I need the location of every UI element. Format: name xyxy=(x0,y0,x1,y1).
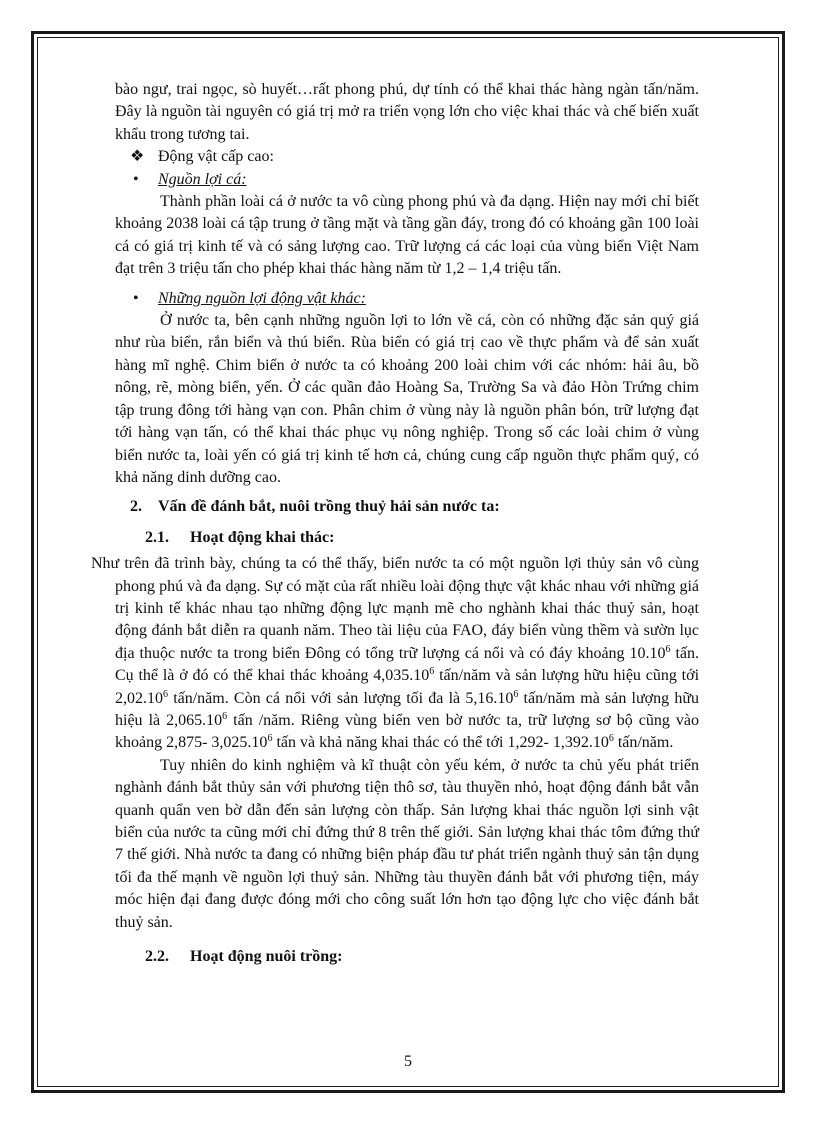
section-2-1-paragraph-2: Tuy nhiên do kinh nghiệm và kĩ thuật còn yếu kém, ở nước ta chủ yếu phát triển nghành đánh bắt thủy sản với phương tiện thô sơ, tàu thuyền nhỏ, hoạt động đánh bắt vẫn quanh quẩn ven bờ dẫn đến sản lượng còn thấp. Sản lượng khai thác nguồn lợi sinh vật biển của nước ta cũng mới chỉ đứng thứ 8 trên thế giới. Sản lượng khai thác tôm đứng thứ 7 thế giới. Nhà nước ta đang có những biện pháp đầu tư phát triển ngành thuỷ sản tận dụng tối đa thế mạnh về nguồn lợi thuỷ sản. Những tàu thuyền đánh bắt với phương tiện, máy móc hiện đại đang được đóng mới cho công suất lớn hơn tạo động lực cho việc đánh bắt thuỷ sản. xyxy=(115,756,699,931)
intro-paragraph: bào ngư, trai ngọc, sò huyết…rất phong phú, dự tính có thể khai thác hàng ngàn tấn/năm. Đây là nguồn tài nguyên có giá trị mở ra triển vọng lớn cho việc khai thác và chế biến xuất khẩu trong tương tai. xyxy=(115,81,699,143)
other-animals-paragraph: Ở nước ta, bên cạnh những nguồn lợi to lớn về cá, còn có những đặc sản quý giá như rùa biển, rắn biển và thú biển. Rùa biển có giá trị cao về thực phẩm và để sản xuất hàng mĩ nghệ. Chim biển ở nước ta có khoảng 200 loài chim với các nhóm: hải âu, bồ nông, rẽ, mòng biển, yến. Ở các quần đảo Hoàng Sa, Trường Sa và đảo Hòn Trứng chim tập trung đông tới hàng vạn con. Phân chim ở vùng này là nguồn phân bón, trữ lượng đạt tới hàng vạn tấn, có thể khai thác phục vụ nông nghiệp. Trong số các loài chim ở vùng biển nước ta, loài yến có giá trị kinh tế hơn cả, chúng cung cấp nguồn thực phẩm quý, có khả năng dinh dưỡng cao. xyxy=(115,312,699,486)
section-2-2-title: Hoạt động nuôi trồng: xyxy=(190,948,343,966)
bullet-dot-icon: • xyxy=(133,170,139,188)
section-2-number: 2. xyxy=(130,498,142,516)
animals-heading xyxy=(115,146,699,168)
section-2-title: Vấn đề đánh bắt, nuôi trồng thuỷ hải sản nước ta: xyxy=(158,498,500,516)
diamond-bullet-icon: ❖ xyxy=(130,148,145,166)
document-body xyxy=(91,79,700,972)
section-2-1-paragraph-1: Như trên đã trình bày, chúng ta có thể thấy, biển nước ta có một nguồn lợi thủy sản vô cùng phong phú và đa dạng. Sự có mặt của rất nhiều loài động thực vật khác nhau với những giá trị kinh tế khác nhau tạo những động lực mạnh mẽ cho nghành khai thác thuỷ sản, hoạt động đánh bắt diễn ra quanh năm. Theo tài liệu của FAO, đáy biển vùng thềm và sườn lục địa thuộc nước ta trong biển Đông có tổng trữ lượng cá nổi và có đáy khoảng 10.10$^6$ tấn. Cụ thể là ở đó có thể khai thác khoảng 4,035.10$^6$ tấn/năm và sản lượng hữu hiệu cũng tới 2,02.10$^6$ tấn/năm. Còn cá nổi với sản lượng tối đa là 5,16.10$^6$ tấn/năm mà sản lượng hữu hiệu là 2,065.10$^6$ tấn /năm. Riêng vùng biển ven bờ nước ta, trữ lượng sơ bộ cũng vào khoảng 2,875- 3,025.10$^6$ tấn và khả năng khai thác có thể tới 1,292- 1,392.10$^6$ tấn/năm. xyxy=(91,555,700,752)
fish-heading-label: Nguồn lợi cá: xyxy=(158,170,247,188)
section-2-1-title: Hoạt động khai thác: xyxy=(190,528,335,546)
section-2-heading xyxy=(115,496,699,518)
other-animals-heading-label: Những nguồn lợi động vật khác: xyxy=(158,289,366,307)
section-2-2-heading xyxy=(115,946,699,968)
section-2-1-heading xyxy=(115,527,699,549)
animals-heading-label: Động vật cấp cao: xyxy=(158,148,274,166)
fish-paragraph: Thành phần loài cá ở nước ta vô cùng phong phú và đa dạng. Hiện nay mới chỉ biết khoảng 2038 loài cá tập trung ở tầng mặt và tầng gần đáy, trong đó có khoảng gần 100 loài cá có giá trị kinh tế và có sảng lượng cao. Trữ lượng cá các loại của vùng biển Việt Nam đạt trên 3 triệu tấn cho phép khai thác hàng năm từ 1,2 – 1,4 triệu tấn. xyxy=(115,193,699,278)
other-animals-heading xyxy=(115,288,699,310)
bullet-dot-icon: • xyxy=(133,289,139,307)
fish-heading xyxy=(115,169,699,191)
section-2-2-number: 2.2. xyxy=(145,948,169,966)
section-2-1-number: 2.1. xyxy=(145,528,169,546)
page-number: 5 xyxy=(404,1053,412,1070)
